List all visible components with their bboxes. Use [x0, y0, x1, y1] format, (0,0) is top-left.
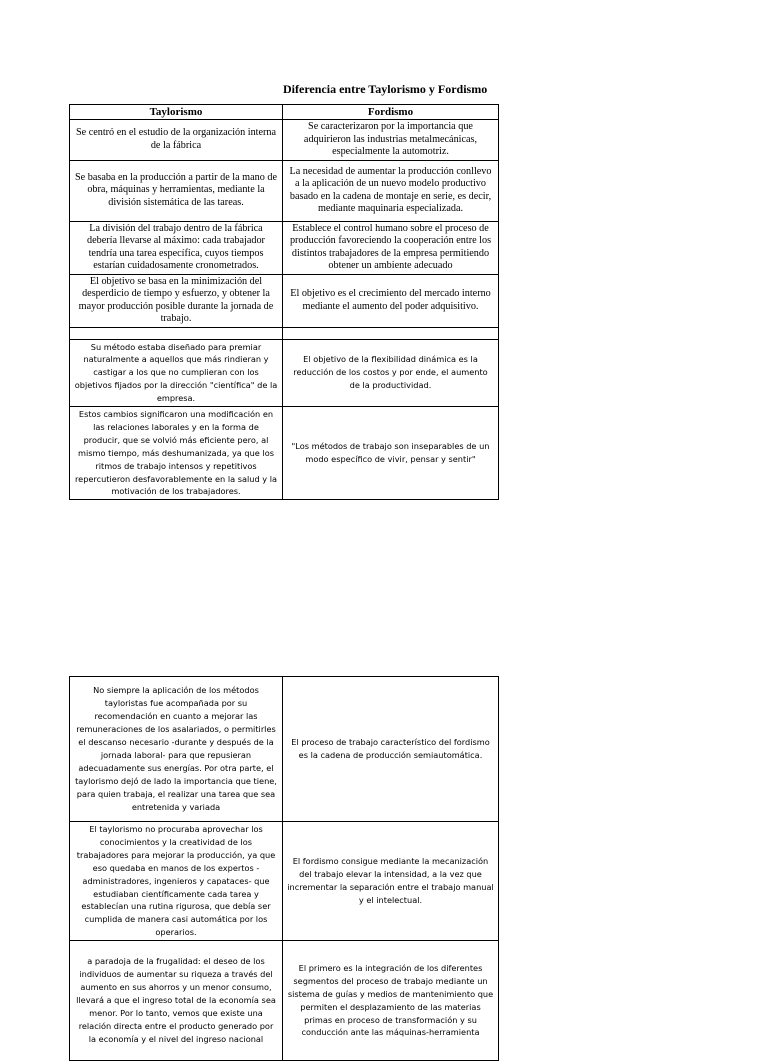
comparison-table-1	[69, 104, 499, 500]
table-cell: El objetivo se basa en la minimización del desperdicio de tiempo y esfuerzo, y obtener la mayor producción posible durante la jornada de trabajo.	[70, 274, 283, 327]
table-row	[70, 120, 499, 161]
table-row	[70, 327, 499, 339]
table-row	[70, 339, 499, 407]
comparison-table-2	[69, 676, 499, 1061]
table-cell: Se caracterizaron por la importancia que adquirieron las industrias metalmecánicas, especialmente la automotriz.	[283, 120, 499, 161]
table-row	[70, 160, 499, 221]
table-cell: El taylorismo no procuraba aprovechar los conocimientos y la creatividad de los trabajadores para mejorar la producción, ya que eso quedaba en manos de los expertos -administradores, ingenieros y capataces- que estudiaban científicamente cada tarea y establecían una rutina rigurosa, que debía ser cumplida de manera casi automática por los operarios.	[70, 822, 283, 941]
table-header-row	[70, 105, 499, 120]
table-cell	[283, 327, 499, 339]
table-cell: a paradoja de la frugalidad: el deseo de los individuos de aumentar su riqueza a través del aumento en sus ahorros y un menor consumo, llevará a que el ingreso total de la economía sea menor. Por lo tanto, vemos que existe una relación directa entre el producto generado por la economía y el nivel del ingreso nacional	[70, 941, 283, 1061]
table-cell: El objetivo de la flexibilidad dinámica es la reducción de los costos y por ende, el aumento de la productividad.	[283, 339, 499, 407]
table-cell: No siempre la aplicación de los métodos tayloristas fue acompañada por su recomendación en cuanto a mejorar las remuneraciones de los asalariados, o permitirles el descanso necesario -durante y después de la jornada laboral- para que repusieran adecuadamente sus energías. Por otra parte, el taylorismo dejó de lado la importancia que tiene, para quien trabaja, el realizar una tarea que sea entretenida y variada	[70, 677, 283, 822]
table-cell: El fordismo consigue mediante la mecanización del trabajo elevar la intensidad, a la vez que incrementar la separación entre el trabajo manual y el intelectual.	[283, 822, 499, 941]
header-fordismo: Fordismo	[283, 105, 499, 120]
table-cell: Establece el control humano sobre el proceso de producción favoreciendo la cooperación entre los distintos trabajadores de la empresa permitiendo obtener un ambiente adecuado	[283, 221, 499, 274]
header-taylorismo: Taylorismo	[70, 105, 283, 120]
table-cell: La necesidad de aumentar la producción conllevo a la aplicación de un nuevo modelo productivo basado en la cadena de montaje en serie, es decir, mediante maquinaria especializada.	[283, 160, 499, 221]
table-row	[70, 274, 499, 327]
table-cell	[70, 327, 283, 339]
table-cell: Se centró en el estudio de la organización interna de la fábrica	[70, 120, 283, 161]
table-cell: La división del trabajo dentro de la fábrica debería llevarse al máximo: cada trabajador tendría una tarea específica, cuyos tiempos estarían cuidadosamente cronometrados.	[70, 221, 283, 274]
table-cell: Su método estaba diseñado para premiar naturalmente a aquellos que más rindieran y castigar a los que no cumplieran con los objetivos fijados por la dirección "científica" de la empresa.	[70, 339, 283, 407]
table-cell: El objetivo es el crecimiento del mercado interno mediante el aumento del poder adquisitivo.	[283, 274, 499, 327]
table-cell: Se basaba en la producción a partir de la mano de obra, máquinas y herramientas, mediante la división sistemática de las tareas.	[70, 160, 283, 221]
page-title: Diferencia entre Taylorismo y Fordismo	[283, 82, 488, 96]
table-cell: "Los métodos de trabajo son inseparables de un modo específico de vivir, pensar y sentir"	[283, 407, 499, 500]
table-cell: El primero es la integración de los diferentes segmentos del proceso de trabajo mediante un sistema de guías y medios de mantenimiento que permiten el desplazamiento de las materias primas en proceso de transformación y su conducción ante las máquinas-herramienta	[283, 941, 499, 1061]
page-title-wrap	[283, 82, 503, 97]
table-row	[70, 677, 499, 822]
table-row	[70, 221, 499, 274]
table-row	[70, 822, 499, 941]
table-cell: Estos cambios significaron una modificación en las relaciones laborales y en la forma de producir, que se volvió más eficiente pero, al mismo tiempo, más deshumanizada, ya que los ritmos de trabajo intensos y repetitivos repercutieron desfavorablemente en la salud y la motivación de los trabajadores.	[70, 407, 283, 500]
table-cell: El proceso de trabajo característico del fordismo es la cadena de producción semiautomática.	[283, 677, 499, 822]
table-row	[70, 407, 499, 500]
table-row	[70, 941, 499, 1061]
